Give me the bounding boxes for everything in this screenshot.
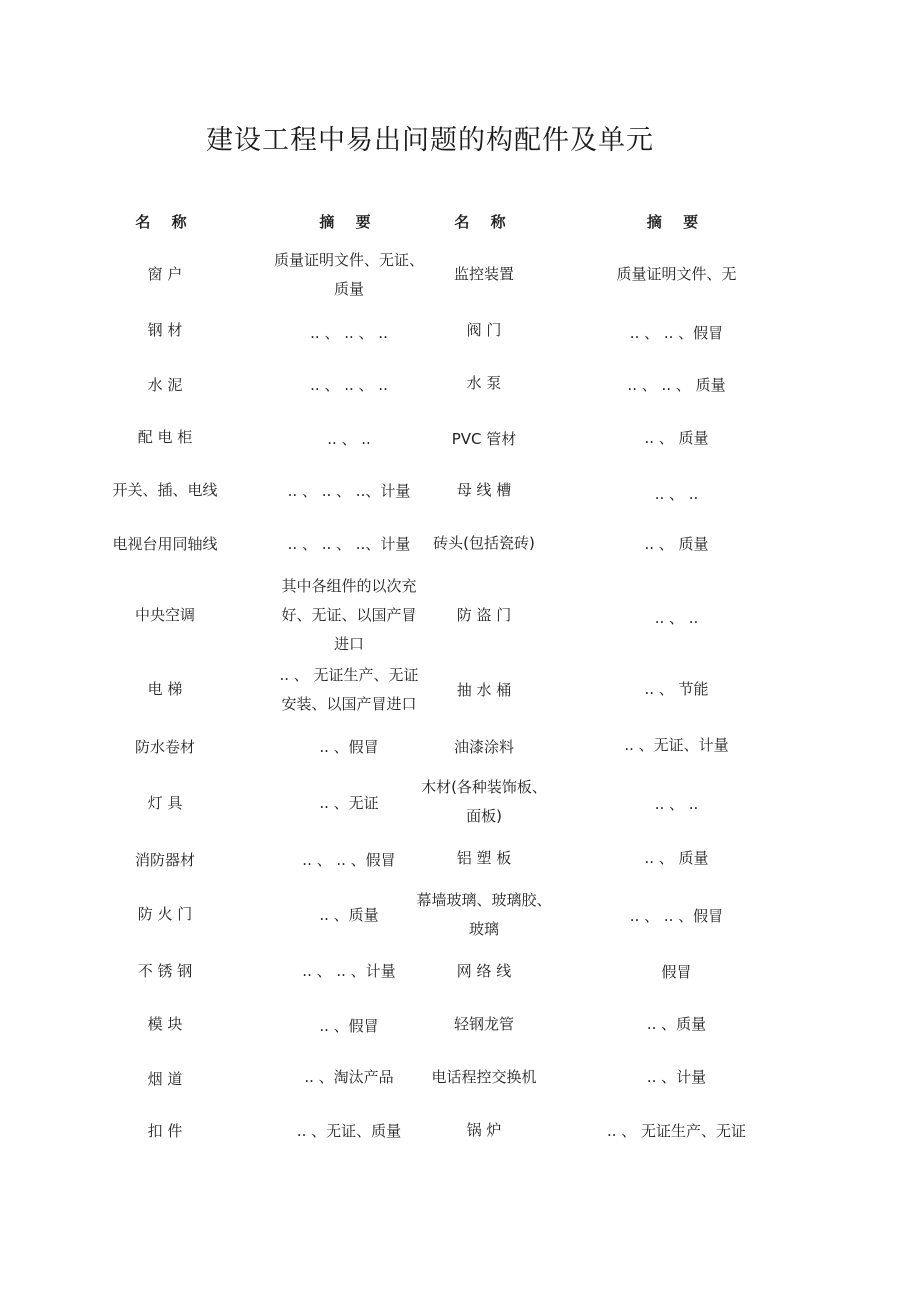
table-cell-name: 轻钢龙管 xyxy=(453,1015,514,1033)
table-cell-summary: .. 、 .. xyxy=(654,485,699,503)
table-cell-summary: .. 、无证 xyxy=(319,794,379,812)
table-cell-name: 网 络 线 xyxy=(456,962,512,980)
table-cell-summary: .. 、 质量 xyxy=(644,535,709,553)
table-cell-name: 防 盗 门 xyxy=(456,606,512,624)
table-cell-name: 钢 材 xyxy=(147,321,183,339)
table-cell-summary: .. 、无证、质量 xyxy=(296,1122,402,1140)
table-cell-summary: .. 、质量 xyxy=(319,906,379,924)
table-cell-summary: .. 、质量 xyxy=(646,1015,707,1033)
table-cell-name: PVC 管材 xyxy=(451,430,517,448)
table-cell-summary: .. 、 .. xyxy=(654,795,699,813)
table-cell-summary: .. 、 .. 、假冒 xyxy=(302,851,396,869)
table-cell-name: 扣 件 xyxy=(147,1122,183,1140)
table-cell-summary: .. 、假冒 xyxy=(319,738,379,756)
table-cell-name: 防 火 门 xyxy=(137,905,193,923)
table-cell-name: 监控装置 xyxy=(453,265,514,283)
document-title: 建设工程中易出问题的构配件及单元 xyxy=(206,125,654,156)
table-cell-summary: .. 、 .. 、计量 xyxy=(302,962,396,980)
table-cell-summary: .. 、 质量 xyxy=(644,849,709,867)
table-cell-name: 电话程控交换机 xyxy=(431,1068,537,1086)
table-cell-summary: 其中各组件的以次充 好、无证、以国产冒 进口 xyxy=(281,577,417,653)
header-name-1: 名 称 xyxy=(135,213,195,231)
table-cell-name: 砖头(包括瓷砖) xyxy=(433,534,535,552)
table-cell-summary: .. 、 .. 、 质量 xyxy=(627,376,726,394)
table-cell-summary: .. 、 .. xyxy=(654,609,699,627)
table-cell-name: 中央空调 xyxy=(134,606,195,624)
table-cell-name: 水 泵 xyxy=(466,374,502,392)
table-cell-summary: .. 、 无证生产、无证 安装、以国产冒进口 xyxy=(279,666,419,713)
table-cell-name: 铝 塑 板 xyxy=(456,849,512,867)
table-cell-name: 木材(各种装饰板、 面板) xyxy=(421,778,547,825)
components-table xyxy=(112,200,747,1160)
table-cell-name: 油漆涂料 xyxy=(453,738,514,756)
table-cell-summary: .. 、 .. 、 .. xyxy=(310,376,388,394)
table-cell-summary: 假冒 xyxy=(661,963,692,981)
table-cell-name: 窗 户 xyxy=(147,265,183,283)
table-cell-name: 抽 水 桶 xyxy=(456,681,512,699)
table-cell-summary: .. 、 .. 、假冒 xyxy=(629,907,724,925)
table-cell-name: 电视台用同轴线 xyxy=(112,535,218,553)
table-cell-name: 防水卷材 xyxy=(134,738,195,756)
table-cell-name: 消防器材 xyxy=(134,851,195,869)
table-cell-name: 烟 道 xyxy=(147,1070,183,1088)
table-cell-name: 幕墙玻璃、玻璃胶、 玻璃 xyxy=(416,891,552,938)
table-cell-summary: .. 、 质量 xyxy=(644,429,709,447)
table-cell-name: 电 梯 xyxy=(147,680,183,698)
table-cell-name: 水 泥 xyxy=(147,376,183,394)
table-cell-name: 开关、插、电线 xyxy=(112,481,218,499)
header-summary-1: 摘 要 xyxy=(319,213,379,231)
table-cell-name: 锅 炉 xyxy=(466,1121,502,1139)
table-cell-summary: .. 、 无证生产、无证 xyxy=(606,1122,747,1140)
table-cell-summary: .. 、 .. 、 ..、计量 xyxy=(287,535,411,553)
table-cell-name: 配 电 柜 xyxy=(137,428,193,446)
table-cell-name: 阀 门 xyxy=(466,321,502,339)
header-summary-2: 摘 要 xyxy=(646,213,707,231)
table-cell-summary: .. 、无证、计量 xyxy=(624,736,729,754)
table-cell-summary: .. 、 .. 、假冒 xyxy=(629,324,724,342)
table-cell-summary: .. 、淘汰产品 xyxy=(304,1068,394,1086)
table-cell-name: 不 锈 钢 xyxy=(137,962,193,980)
table-cell-summary: 质量证明文件、无 xyxy=(616,265,737,283)
table-cell-summary: 质量证明文件、无证、 质量 xyxy=(273,251,424,298)
table-cell-summary: .. 、 节能 xyxy=(644,680,709,698)
table-cell-summary: .. 、假冒 xyxy=(319,1017,379,1035)
table-cell-summary: .. 、 .. 、 .. xyxy=(310,324,388,342)
table-cell-summary: .. 、 .. xyxy=(327,430,371,448)
table-cell-name: 模 块 xyxy=(147,1015,183,1033)
header-name-2: 名 称 xyxy=(454,213,514,231)
table-cell-name: 母 线 槽 xyxy=(456,481,512,499)
table-cell-name: 灯 具 xyxy=(147,794,183,812)
table-cell-summary: .. 、计量 xyxy=(646,1068,707,1086)
table-cell-summary: .. 、 .. 、 ..、计量 xyxy=(287,482,411,500)
